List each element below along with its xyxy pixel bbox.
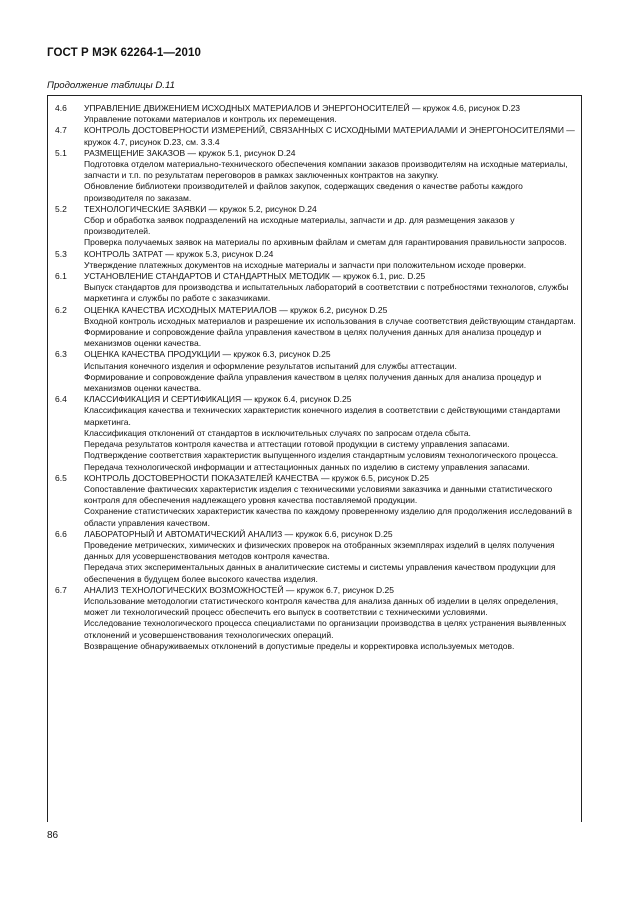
row-description — [84, 394, 577, 472]
table-row — [55, 529, 577, 585]
page-number: 86 — [47, 830, 59, 841]
row-text: Управление потоками материалов и контроль их перемещения. — [84, 114, 337, 125]
row-text: Сохранение статистических характеристик качества по каждому проверенному изделию для продолжения исследований в области управления качеством. — [84, 506, 572, 528]
row-heading: АНАЛИЗ ТЕХНОЛОГИЧЕСКИХ ВОЗМОЖНОСТЕЙ — кружок 6.7, рисунок D.25 — [84, 584, 394, 595]
row-text: Передача результатов контроля качества и аттестации готовой продукции в систему управления запасами. — [84, 439, 510, 450]
row-text: Проверка получаемых заявок на материалы по архивным файлам и сметам для гарантирования правильности запросов. — [84, 237, 567, 248]
row-text: Входной контроль исходных материалов и разрешение их использования в случае соответствия действующим стандартам. — [84, 315, 576, 326]
row-description — [84, 473, 577, 529]
row-description — [84, 271, 577, 305]
row-text: Проведение метрических, химических и физических проверок на отобранных экземплярах изделий в целях получения данных для усовершенствования методов контроля качества. — [84, 539, 555, 562]
table-row — [55, 473, 577, 529]
row-heading: УПРАВЛЕНИЕ ДВИЖЕНИЕМ ИСХОДНЫХ МАТЕРИАЛОВ И ЭНЕРГОНОСИТЕЛЕЙ — кружок 4.6, рисунок D.23 — [84, 103, 521, 113]
table-row — [55, 305, 577, 350]
table-row — [55, 349, 577, 394]
table-row — [55, 148, 577, 204]
row-text: Выпуск стандартов для производства и испытательных лабораторий в соответствии с потребностями технологов, службы маркетинга и службы по работе с заказчиками. — [84, 282, 569, 304]
row-number: 6.7 — [55, 584, 67, 595]
row-text: Использование методологии статистического контроля качества для анализа данных об изделии в целях определения, может ли технологический процесс обеспечить его выпуск в соответствии с техническими условиями. — [84, 595, 559, 618]
row-heading: ТЕХНОЛОГИЧЕСКИЕ ЗАЯВКИ — кружок 5.2, рисунок D.24 — [84, 203, 317, 214]
row-heading: КОНТРОЛЬ ЗАТРАТ — кружок 5.3, рисунок D.24 — [84, 248, 274, 259]
table-row — [55, 103, 577, 125]
row-heading: КОНТРОЛЬ ДОСТОВЕРНОСТИ ИЗМЕРЕНИЙ, СВЯЗАННЫХ С ИСХОДНЫМИ МАТЕРИАЛАМИ И ЭНЕРГОНОСИТЕЛЯМИ — кружок 4.7, рисунок D.23, см. 3.3.4 — [84, 125, 575, 147]
row-number: 5.1 — [55, 147, 67, 158]
row-description — [84, 529, 577, 585]
row-number: 6.1 — [55, 271, 67, 282]
row-text: Сопоставление фактических характеристик изделия с техническими условиями заказчика и данными статистического контроля для обеспечения надлежащего уровня качества поставляемой продукции. — [84, 483, 553, 506]
table-caption: Продолжение таблицы D.11 — [47, 80, 175, 91]
row-description — [84, 305, 577, 350]
row-text: Формирование и сопровождение файла управления качеством в целях получения данных для анализа процедур и механизмов оценки качества. — [84, 327, 542, 349]
row-description — [84, 103, 577, 125]
row-heading: ОЦЕНКА КАЧЕСТВА ИСХОДНЫХ МАТЕРИАЛОВ — кружок 6.2, рисунок D.25 — [84, 304, 388, 315]
row-number: 6.6 — [55, 528, 67, 539]
row-description — [84, 249, 577, 271]
row-number: 6.3 — [55, 349, 67, 360]
row-text: Испытания конечного изделия и оформление результатов испытаний для службы аттестации. — [84, 360, 457, 371]
row-number: 4.7 — [55, 125, 67, 136]
row-text: Возвращение обнаруживаемых отклонений в допустимые пределы и корректировка используемых методов. — [84, 640, 515, 651]
row-heading: УСТАНОВЛЕНИЕ СТАНДАРТОВ И СТАНДАРТНЫХ МЕТОДИК — кружок 6.1, рис. D.25 — [84, 271, 426, 282]
row-text: Формирование и сопровождение файла управления качеством в целях получения данных для анализа процедур и механизмов оценки качества. — [84, 371, 542, 394]
row-heading: ЛАБОРАТОРНЫЙ И АВТОМАТИЧЕСКИЙ АНАЛИЗ — кружок 6.6, рисунок D.25 — [84, 528, 393, 539]
row-text: Классификация отклонений от стандартов в исключительных случаях по запросам отдела сбыта. — [84, 427, 471, 438]
table-row — [55, 249, 577, 271]
row-heading: КЛАССИФИКАЦИЯ И СЕРТИФИКАЦИЯ — кружок 6.4, рисунок D.25 — [84, 394, 352, 405]
table-content — [55, 103, 577, 652]
row-number: 4.6 — [55, 103, 67, 113]
table-row — [55, 585, 577, 652]
row-text: Классификация качества и технических характеристик конечного изделия в соответствии с действующими стандартами маркетинга. — [84, 405, 561, 427]
row-number: 6.2 — [55, 304, 67, 315]
row-text: Подтверждение соответствия характеристик выпущенного изделия стандартным условиям технологического процесса. — [84, 450, 559, 461]
row-description — [84, 204, 577, 249]
table-row — [55, 394, 577, 472]
row-heading: РАЗМЕЩЕНИЕ ЗАКАЗОВ — кружок 5.1, рисунок D.24 — [84, 147, 296, 158]
table-row — [55, 125, 577, 147]
row-heading: КОНТРОЛЬ ДОСТОВЕРНОСТИ ПОКАЗАТЕЛЕЙ КАЧЕСТВА — кружок 6.5, рисунок D.25 — [84, 472, 429, 483]
table-row — [55, 204, 577, 249]
row-text: Исследование технологического процесса специалистами по организации производства в целях устранения выявленных отклонений и усовершенствования технологических операций. — [84, 618, 567, 640]
row-text: Подготовка отделом материально-технического обеспечения компании заказов производителям на исходные материалы, запчасти и т.п. по результатам переговоров в рамках заключенных контрактов на закупку. — [84, 159, 568, 181]
row-description — [84, 148, 577, 204]
row-number: 5.3 — [55, 248, 67, 259]
row-text: Утверждение платежных документов на исходные материалы и запчасти при положительном исходе проверки. — [84, 259, 527, 270]
row-text: Передача этих экспериментальных данных в аналитические системы и системы управления качеством продукции для обеспечения в будущем более высокого качества изделия. — [84, 562, 556, 584]
row-description — [84, 349, 577, 394]
row-number: 6.5 — [55, 472, 67, 483]
row-description — [84, 125, 577, 147]
row-number: 6.4 — [55, 394, 67, 405]
row-text: Передача технологической информации и аттестационных данных по изделию в систему управления запасами. — [84, 461, 530, 472]
row-description — [84, 585, 577, 652]
row-heading: ОЦЕНКА КАЧЕСТВА ПРОДУКЦИИ — кружок 6.3, рисунок D.25 — [84, 349, 331, 360]
row-number: 5.2 — [55, 203, 67, 214]
document-standard-title: ГОСТ Р МЭК 62264-1—2010 — [47, 47, 201, 59]
row-text: Обновление библиотеки производителей и файлов закупок, содержащих сведения о качестве работы каждого производителя по заказам. — [84, 181, 523, 203]
row-text: Сбор и обработка заявок подразделений на исходные материалы, запчасти и др. для размещения заказов у производителей. — [84, 215, 515, 237]
table-row — [55, 271, 577, 305]
